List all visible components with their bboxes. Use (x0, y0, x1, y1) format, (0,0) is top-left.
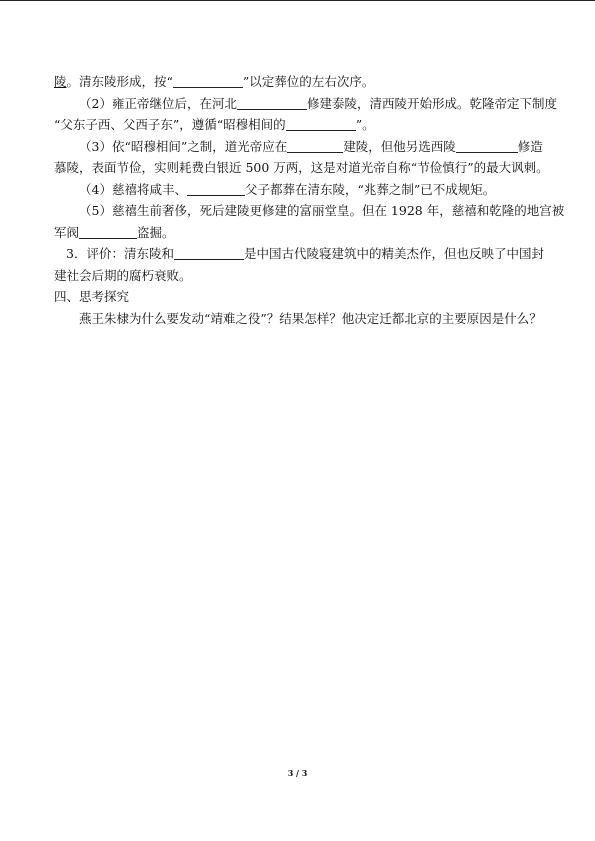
answer-blank[interactable] (287, 138, 343, 153)
question-5: （5）慈禧生前奢侈，死后建陵更修建的富丽堂皇。但在 1928 年，慈禧和乾隆的地宫被 (79, 203, 565, 218)
underlined-char: 陵 (54, 74, 67, 89)
question-evaluation-cont: 建社会后期的腐朽衰败。 (54, 267, 192, 283)
page-number: 3 / 3 (287, 768, 308, 778)
question-3-cont: 慕陵，表面节俭，实则耗费白银近 500 万两，这是对道光帝自称“节俭慎行”的最大讽刺。 (54, 160, 549, 175)
question-2-cont: “父东子西、父西子东”，遵循“昭穆相间的 ”。 (54, 117, 375, 132)
question-5-cont: 军阀 盗掘。 (54, 224, 175, 240)
answer-blank[interactable] (173, 73, 243, 88)
section-heading: 四、思考探究 (54, 289, 130, 304)
worksheet-content (54, 72, 565, 330)
section-question: 燕王朱棣为什么要发动“靖难之役”？结果怎样？他决定迁都北京的主要原因是什么？ (79, 310, 542, 326)
question-2: （2）雍正帝继位后，在河北 修建泰陵，清西陵开始形成。乾隆帝定下制度 (79, 95, 557, 111)
top-border-line (0, 0, 595, 1)
question-evaluation: 3．评价：清东陵和 是中国古代陵寝建筑中的精美杰作，但也反映了中国封 (66, 246, 544, 261)
line-1: 陵。清东陵形成，按“ ”以定葬位的左右次序。 (54, 74, 375, 89)
answer-blank[interactable] (286, 116, 356, 131)
question-4: （4）慈禧将咸丰、 父子都葬在清东陵，“兆葬之制”已不成规矩。 (79, 181, 496, 197)
question-3: （3）依“昭穆相间”之制，道光帝应在 建陵，但他另选西陵 修造 (79, 138, 543, 154)
answer-blank[interactable] (79, 224, 137, 239)
answer-blank[interactable] (456, 138, 518, 153)
answer-blank[interactable] (187, 181, 245, 196)
answer-blank[interactable] (174, 245, 244, 260)
answer-blank[interactable] (237, 95, 307, 110)
